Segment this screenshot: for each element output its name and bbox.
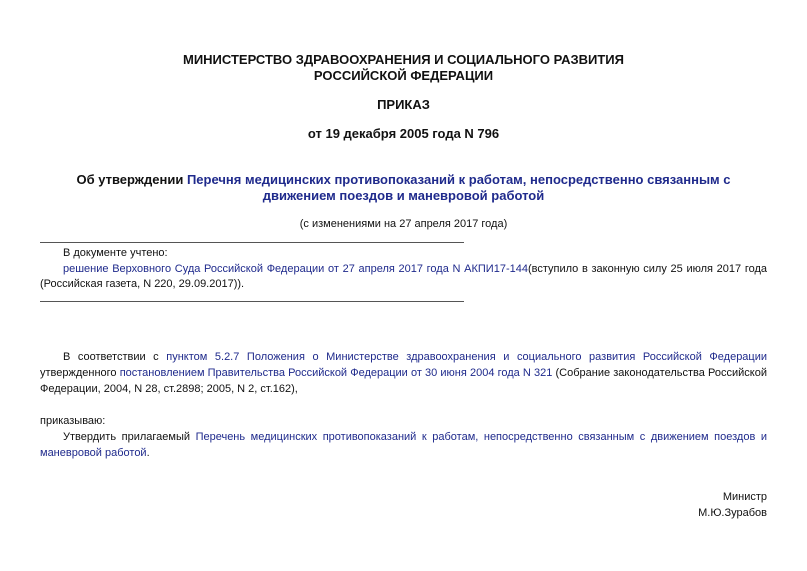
paragraph1-line3: Федерации, 2004, N 28, ст.2898; 2005, N 2, ст.162), — [40, 383, 298, 395]
signature-name: М.Ю.Зурабов — [698, 507, 767, 519]
regulation-link[interactable]: пунктом 5.2.7 Положения о Министерстве здравоохранения и социального развития Российской Федерации — [166, 351, 768, 363]
signature-position: Министр — [722, 491, 767, 503]
ministry-title-line2: РОССИЙСКОЙ ФЕДЕРАЦИИ — [313, 68, 494, 83]
government-decree-link[interactable]: постановлением Правительства Российской Федерации от 30 июня 2004 года N 321 — [119, 367, 553, 379]
subject-link[interactable]: Перечня медицинских противопоказаний к работам, непосредственно связанным с — [186, 172, 731, 187]
subject-line1 — [0, 172, 807, 188]
document-type: ПРИКАЗ — [377, 97, 430, 112]
p1-line2-end: (Собрание законодательства Российской — [552, 367, 767, 379]
document-date-number: от 19 декабря 2005 года N 796 — [307, 126, 500, 141]
divider-top — [40, 242, 464, 243]
p2-start: Утвердить прилагаемый — [63, 431, 196, 443]
subject-prefix: Об утверждении — [76, 172, 187, 187]
ministry-title-line1: МИНИСТЕРСТВО ЗДРАВООХРАНЕНИЯ И СОЦИАЛЬНОГО РАЗВИТИЯ — [183, 52, 624, 67]
amendments-note: (с изменениями на 27 апреля 2017 года) — [299, 218, 508, 230]
court-decision-link[interactable]: решение Верховного Суда Российской Федерации от 27 апреля 2017 года N АКПИ17-144 — [63, 263, 528, 275]
paragraph2-line2 — [40, 446, 150, 460]
p2-end: . — [146, 447, 150, 459]
contraindications-list-link[interactable]: Перечень медицинских противопоказаний к работам, непосредственно связанным с движением поездов и — [195, 431, 767, 443]
note-text: (вступило в законную силу 25 июля 2017 года — [527, 263, 768, 275]
note-line2: (Российская газета, N 220, 29.09.2017)). — [40, 278, 245, 290]
contraindications-list-link-cont[interactable]: маневровой работой — [40, 447, 147, 459]
p1-start: В соответствии с — [63, 351, 167, 363]
note-heading: В документе учтено: — [63, 247, 168, 259]
paragraph1-line1 — [63, 350, 767, 364]
note-line1 — [63, 262, 767, 276]
divider-bottom — [40, 301, 464, 302]
p1-line2-start: утвержденного — [40, 367, 120, 379]
subject-link-line2[interactable]: движением поездов и маневровой работой — [262, 188, 545, 203]
paragraph2-line1 — [63, 430, 767, 444]
paragraph1-line2 — [40, 366, 767, 380]
order-word: приказываю: — [40, 415, 106, 427]
